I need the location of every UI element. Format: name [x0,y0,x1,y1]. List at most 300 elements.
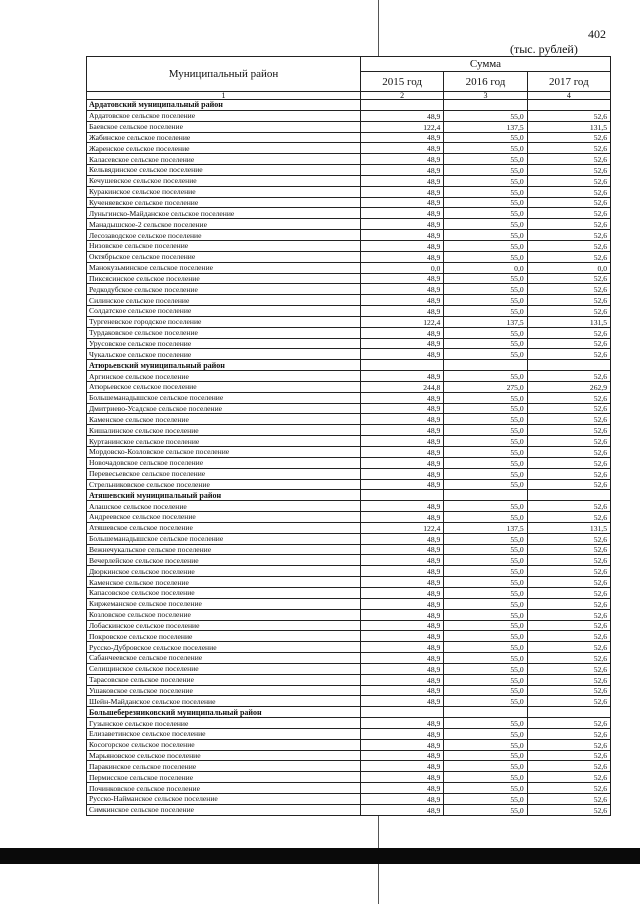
settlement-name: Починковское сельское поселение [87,783,361,794]
header-year-2015: 2015 год [361,72,444,92]
amount-2015: 48,9 [361,295,444,306]
table-row [87,739,611,750]
settlement-name: Кельвядинское сельское поселение [87,165,361,176]
amount-2017: 52,6 [527,761,610,772]
amount-2017: 52,6 [527,240,610,251]
amount-2016: 55,0 [444,783,527,794]
table-row [87,295,611,306]
settlement-name: Марьяновское сельское поселение [87,750,361,761]
amount-2015 [361,360,444,371]
column-number: 3 [444,92,527,100]
settlement-name: Мордовско-Козловское сельское поселение [87,447,361,458]
amount-2015 [361,100,444,111]
amount-2016: 55,0 [444,392,527,403]
amount-2015: 48,9 [361,750,444,761]
amount-2017: 131,5 [527,316,610,327]
table-row [87,143,611,154]
amount-2015: 48,9 [361,501,444,512]
table-row [87,208,611,219]
amount-2016: 55,0 [444,772,527,783]
amount-2015: 48,9 [361,327,444,338]
amount-2016: 55,0 [444,273,527,284]
table-row [87,804,611,815]
settlement-name: Киржеманское сельское поселение [87,598,361,609]
settlement-name: Жаренское сельское поселение [87,143,361,154]
district-row [87,100,611,111]
amount-2017: 52,6 [527,219,610,230]
settlement-name: Симкинское сельское поселение [87,804,361,815]
amount-2016: 55,0 [444,544,527,555]
amount-2016: 137,5 [444,316,527,327]
amount-2017: 52,6 [527,728,610,739]
amount-2015: 48,9 [361,728,444,739]
amount-2017 [527,360,610,371]
table-row [87,414,611,425]
amount-2016: 55,0 [444,457,527,468]
amount-2017: 52,6 [527,479,610,490]
amount-2017: 52,6 [527,674,610,685]
amount-2017: 52,6 [527,371,610,382]
amount-2015: 122,4 [361,316,444,327]
amount-2016: 55,0 [444,110,527,121]
amount-2017: 52,6 [527,609,610,620]
amount-2015: 48,9 [361,208,444,219]
amount-2017: 52,6 [527,555,610,566]
amount-2017: 52,6 [527,653,610,664]
amount-2017: 52,6 [527,230,610,241]
table-row [87,728,611,739]
amount-2016: 55,0 [444,403,527,414]
table-row [87,392,611,403]
settlement-name: Селищинское сельское поселение [87,663,361,674]
table-row [87,718,611,729]
amount-2015: 48,9 [361,240,444,251]
amount-2015: 48,9 [361,403,444,414]
amount-2015: 48,9 [361,392,444,403]
amount-2017: 52,6 [527,414,610,425]
amount-2016: 55,0 [444,349,527,360]
amount-2015: 48,9 [361,219,444,230]
amount-2015: 48,9 [361,186,444,197]
settlement-name: Баевское сельское поселение [87,121,361,132]
table-row [87,631,611,642]
table-row [87,566,611,577]
amount-2015: 48,9 [361,718,444,729]
amount-2015: 48,9 [361,251,444,262]
amount-2016: 55,0 [444,479,527,490]
settlement-name: Чукальское сельское поселение [87,349,361,360]
amount-2017: 52,6 [527,598,610,609]
amount-2016: 55,0 [444,718,527,729]
amount-2017: 52,6 [527,208,610,219]
district-name: Атюрьевский муниципальный район [87,360,361,371]
amount-2017: 52,6 [527,739,610,750]
table-row [87,436,611,447]
settlement-name: Манокузьминское сельское поселение [87,262,361,273]
amount-2016: 55,0 [444,728,527,739]
table-row [87,327,611,338]
amount-2017: 52,6 [527,663,610,674]
settlement-name: Стрельниковское сельское поселение [87,479,361,490]
amount-2015: 48,9 [361,338,444,349]
amount-2017: 52,6 [527,718,610,729]
table-row [87,219,611,230]
amount-2016: 55,0 [444,555,527,566]
amount-2017: 52,6 [527,295,610,306]
amount-2017: 52,6 [527,284,610,295]
table-row [87,674,611,685]
table-row [87,653,611,664]
amount-2017: 52,6 [527,349,610,360]
amount-2016 [444,100,527,111]
amount-2015: 48,9 [361,349,444,360]
amount-2016: 55,0 [444,371,527,382]
budget-table [86,56,611,816]
district-name: Ардатовский муниципальный район [87,100,361,111]
district-name: Большеберезниковский муниципальный район [87,707,361,718]
amount-2016: 55,0 [444,295,527,306]
amount-2016: 55,0 [444,501,527,512]
amount-2017: 52,6 [527,327,610,338]
amount-2015: 48,9 [361,794,444,805]
table-row [87,685,611,696]
settlement-name: Аргинское сельское поселение [87,371,361,382]
amount-2016: 55,0 [444,468,527,479]
header-municipal-district: Муниципальный район [87,57,361,92]
settlement-name: Турдаковское сельское поселение [87,327,361,338]
amount-2015: 48,9 [361,587,444,598]
amount-2015: 48,9 [361,371,444,382]
amount-2016: 55,0 [444,674,527,685]
settlement-name: Жабинское сельское поселение [87,132,361,143]
amount-2015: 48,9 [361,425,444,436]
amount-2016: 55,0 [444,306,527,317]
amount-2016: 55,0 [444,425,527,436]
amount-2017: 131,5 [527,522,610,533]
column-number: 4 [527,92,610,100]
settlement-name: Силинское сельское поселение [87,295,361,306]
settlement-name: Ушаковское сельское поселение [87,685,361,696]
amount-2017: 52,6 [527,143,610,154]
table-row [87,609,611,620]
amount-2016 [444,707,527,718]
amount-2016: 55,0 [444,240,527,251]
header-year-2017: 2017 год [527,72,610,92]
settlement-name: Каласевское сельское поселение [87,154,361,165]
amount-2015: 48,9 [361,512,444,523]
settlement-name: Косогорское сельское поселение [87,739,361,750]
amount-2016: 55,0 [444,132,527,143]
amount-2017: 52,6 [527,154,610,165]
district-row [87,707,611,718]
amount-2016: 137,5 [444,121,527,132]
amount-2015: 48,9 [361,631,444,642]
settlement-name: Редкодубское сельское поселение [87,284,361,295]
amount-2016: 55,0 [444,642,527,653]
amount-2015: 48,9 [361,804,444,815]
amount-2017: 52,6 [527,273,610,284]
settlement-name: Пиксясинское сельское поселение [87,273,361,284]
amount-2016: 55,0 [444,598,527,609]
settlement-name: Луньгинско-Майданское сельское поселение [87,208,361,219]
amount-2017: 52,6 [527,642,610,653]
amount-2015: 48,9 [361,663,444,674]
amount-2016: 55,0 [444,663,527,674]
amount-2017: 52,6 [527,425,610,436]
amount-2016: 55,0 [444,327,527,338]
settlement-name: Куракинское сельское поселение [87,186,361,197]
amount-2017: 52,6 [527,306,610,317]
amount-2017: 52,6 [527,533,610,544]
amount-2015: 48,9 [361,414,444,425]
settlement-name: Вежнечукальское сельское поселение [87,544,361,555]
amount-2015: 48,9 [361,175,444,186]
amount-2015: 48,9 [361,306,444,317]
header-sum: Сумма [361,57,611,72]
table-row [87,262,611,273]
amount-2016: 55,0 [444,533,527,544]
amount-2015: 48,9 [361,696,444,707]
amount-2015: 48,9 [361,783,444,794]
settlement-name: Урусовское сельское поселение [87,338,361,349]
amount-2015: 48,9 [361,761,444,772]
amount-2017: 52,6 [527,587,610,598]
amount-2017: 52,6 [527,783,610,794]
settlement-name: Кечушевское сельское поселение [87,175,361,186]
amount-2016: 55,0 [444,251,527,262]
amount-2017: 52,6 [527,457,610,468]
amount-2017: 52,6 [527,197,610,208]
amount-2015: 48,9 [361,642,444,653]
table-row [87,338,611,349]
amount-2015: 48,9 [361,620,444,631]
amount-2016: 55,0 [444,512,527,523]
settlement-name: Атюрьевское сельское поселение [87,381,361,392]
table-row [87,577,611,588]
amount-2017: 52,6 [527,631,610,642]
table-row [87,750,611,761]
amount-2015: 48,9 [361,154,444,165]
table-row [87,555,611,566]
amount-2015: 48,9 [361,577,444,588]
amount-2017: 0,0 [527,262,610,273]
settlement-name: Елизаветинское сельское поселение [87,728,361,739]
amount-2016: 55,0 [444,447,527,458]
amount-2016: 55,0 [444,750,527,761]
settlement-name: Перевесьевское сельское поселение [87,468,361,479]
table-row [87,479,611,490]
units-label: (тыс. рублей) [510,42,578,56]
table-row [87,620,611,631]
table-row [87,371,611,382]
amount-2015: 48,9 [361,132,444,143]
amount-2016: 55,0 [444,794,527,805]
amount-2017: 52,6 [527,512,610,523]
settlement-name: Большеманадышское сельское поселение [87,533,361,544]
amount-2015: 48,9 [361,165,444,176]
table-row [87,522,611,533]
table-row [87,501,611,512]
amount-2017: 52,6 [527,468,610,479]
amount-2015 [361,707,444,718]
settlement-name: Новочадовское сельское поселение [87,457,361,468]
amount-2016: 55,0 [444,609,527,620]
amount-2015: 48,9 [361,653,444,664]
scan-artifact-line [378,0,379,56]
settlement-name: Дюркинское сельское поселение [87,566,361,577]
amount-2017: 52,6 [527,772,610,783]
amount-2017: 52,6 [527,175,610,186]
amount-2015: 48,9 [361,110,444,121]
amount-2015: 48,9 [361,436,444,447]
amount-2017: 52,6 [527,750,610,761]
table-row [87,425,611,436]
column-number: 2 [361,92,444,100]
settlement-name: Русско-Дубровское сельское поселение [87,642,361,653]
table-row [87,761,611,772]
amount-2017: 52,6 [527,251,610,262]
amount-2015: 244,8 [361,381,444,392]
amount-2015: 48,9 [361,273,444,284]
table-row [87,240,611,251]
amount-2015: 48,9 [361,479,444,490]
amount-2016: 55,0 [444,154,527,165]
amount-2015: 48,9 [361,772,444,783]
table-row [87,306,611,317]
amount-2016: 137,5 [444,522,527,533]
amount-2015: 48,9 [361,284,444,295]
settlement-name: Капасовское сельское поселение [87,587,361,598]
district-row [87,490,611,501]
amount-2016: 55,0 [444,165,527,176]
table-row [87,284,611,295]
amount-2015: 0,0 [361,262,444,273]
amount-2017: 52,6 [527,501,610,512]
settlement-name: Андреевское сельское поселение [87,512,361,523]
amount-2017: 52,6 [527,620,610,631]
district-name: Атяшевский муниципальный район [87,490,361,501]
table-row [87,783,611,794]
table-row [87,598,611,609]
settlement-name: Тарасовское сельское поселение [87,674,361,685]
settlement-name: Низовское сельское поселение [87,240,361,251]
settlement-name: Шейн-Майданское сельское поселение [87,696,361,707]
settlement-name: Манадышское-2 сельское поселение [87,219,361,230]
table-row [87,794,611,805]
table-row [87,349,611,360]
amount-2016: 55,0 [444,338,527,349]
settlement-name: Тургеневское городское поселение [87,316,361,327]
settlement-name: Кишалинское сельское поселение [87,425,361,436]
amount-2017: 52,6 [527,403,610,414]
amount-2016: 55,0 [444,208,527,219]
amount-2015: 48,9 [361,533,444,544]
settlement-name: Паракинское сельское поселение [87,761,361,772]
amount-2015: 48,9 [361,457,444,468]
amount-2015 [361,490,444,501]
amount-2017: 52,6 [527,436,610,447]
amount-2016: 55,0 [444,696,527,707]
table-row [87,403,611,414]
table-row [87,165,611,176]
scan-edge-bar [0,848,640,864]
settlement-name: Солдатское сельское поселение [87,306,361,317]
amount-2017: 52,6 [527,685,610,696]
settlement-name: Лесозаводское сельское поселение [87,230,361,241]
settlement-name: Покровское сельское поселение [87,631,361,642]
amount-2015: 122,4 [361,121,444,132]
amount-2015: 48,9 [361,447,444,458]
amount-2015: 48,9 [361,143,444,154]
table-row [87,121,611,132]
amount-2015: 48,9 [361,739,444,750]
amount-2015: 48,9 [361,468,444,479]
amount-2016: 55,0 [444,653,527,664]
table-row [87,642,611,653]
amount-2015: 48,9 [361,598,444,609]
amount-2016: 55,0 [444,284,527,295]
amount-2016: 55,0 [444,631,527,642]
table-row [87,663,611,674]
amount-2017: 52,6 [527,566,610,577]
amount-2017 [527,100,610,111]
table-row [87,251,611,262]
amount-2015: 48,9 [361,674,444,685]
amount-2017: 52,6 [527,132,610,143]
amount-2015: 48,9 [361,555,444,566]
amount-2015: 48,9 [361,609,444,620]
table-row [87,696,611,707]
table-row [87,273,611,284]
district-row [87,360,611,371]
settlement-name: Атяшевское сельское поселение [87,522,361,533]
amount-2017 [527,490,610,501]
amount-2017: 52,6 [527,165,610,176]
table-row [87,447,611,458]
page-number: 402 [588,27,606,41]
settlement-name: Каменское сельское поселение [87,577,361,588]
amount-2016: 55,0 [444,739,527,750]
amount-2015: 48,9 [361,230,444,241]
column-number: 1 [87,92,361,100]
amount-2016: 55,0 [444,414,527,425]
amount-2017: 52,6 [527,110,610,121]
amount-2016: 55,0 [444,620,527,631]
amount-2017: 52,6 [527,544,610,555]
table-row [87,533,611,544]
amount-2016: 55,0 [444,436,527,447]
settlement-name: Гузынское сельское поселение [87,718,361,729]
table-row [87,468,611,479]
amount-2016: 55,0 [444,175,527,186]
table-row [87,316,611,327]
amount-2016: 55,0 [444,230,527,241]
amount-2016: 55,0 [444,143,527,154]
settlement-name: Русско-Найманское сельское поселение [87,794,361,805]
table-row [87,197,611,208]
amount-2015: 48,9 [361,197,444,208]
amount-2017: 52,6 [527,696,610,707]
amount-2015: 122,4 [361,522,444,533]
amount-2015: 48,9 [361,544,444,555]
amount-2016 [444,360,527,371]
table-row [87,512,611,523]
settlement-name: Козловское сельское поселение [87,609,361,620]
settlement-name: Вечерлейское сельское поселение [87,555,361,566]
settlement-name: Ардатовское сельское поселение [87,110,361,121]
amount-2016: 55,0 [444,197,527,208]
table-row [87,381,611,392]
